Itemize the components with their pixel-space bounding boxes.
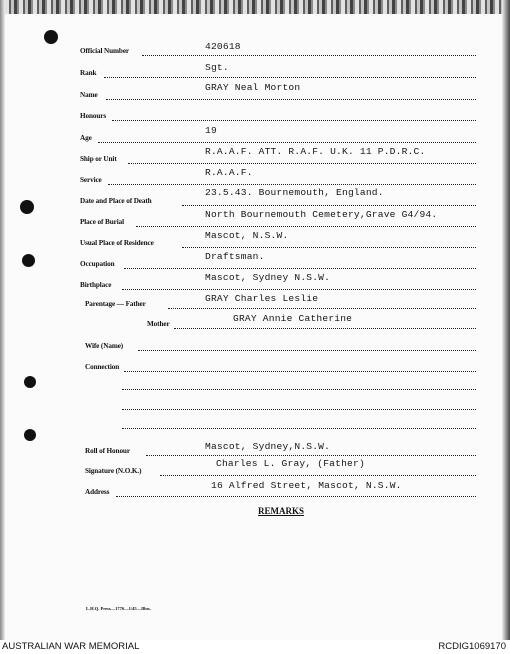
punch-hole-1 bbox=[44, 30, 58, 44]
official-number-label: Official Number bbox=[80, 47, 130, 55]
age-label: Age bbox=[80, 134, 92, 142]
source-identifier: RCDIG1069170 bbox=[438, 641, 506, 652]
signature-value: Charles L. Gray, (Father) bbox=[216, 458, 365, 469]
address-value: 16 Alfred Street, Mascot, N.S.W. bbox=[211, 480, 402, 491]
dotted-line bbox=[128, 163, 476, 164]
birthplace-label: Birthplace bbox=[80, 281, 112, 289]
residence-label: Usual Place of Residence bbox=[80, 239, 154, 247]
dotted-line bbox=[182, 205, 476, 206]
honours-label: Honours bbox=[80, 112, 107, 120]
dotted-line bbox=[122, 289, 476, 290]
punch-hole-5 bbox=[24, 429, 36, 441]
dotted-line bbox=[108, 184, 476, 185]
remarks-heading: REMARKS bbox=[258, 506, 305, 516]
dotted-line bbox=[122, 389, 476, 390]
dotted-line bbox=[136, 226, 476, 227]
dotted-line bbox=[122, 409, 476, 410]
rank-label: Rank bbox=[80, 69, 97, 77]
punch-hole-2 bbox=[20, 200, 34, 214]
dotted-line bbox=[104, 77, 476, 78]
service-value: R.A.A.F. bbox=[205, 167, 253, 178]
scan-top-edge bbox=[0, 0, 510, 14]
dotted-line bbox=[182, 247, 476, 248]
dotted-line bbox=[142, 55, 476, 56]
official-number-value: 420618 bbox=[205, 41, 241, 52]
dotted-line bbox=[138, 350, 476, 351]
dotted-line bbox=[174, 328, 476, 329]
father-label: Parentage — Father bbox=[85, 300, 146, 308]
signature-label: Signature (N.O.K.) bbox=[85, 467, 142, 475]
father-value: GRAY Charles Leslie bbox=[205, 293, 319, 304]
rank-value: Sgt. bbox=[205, 62, 229, 73]
age-value: 19 bbox=[205, 125, 217, 136]
mother-label: Mother bbox=[147, 320, 170, 328]
name-label: Name bbox=[80, 91, 98, 99]
source-institution: AUSTRALIAN WAR MEMORIAL bbox=[2, 641, 140, 652]
ship-label: Ship or Unit bbox=[80, 155, 117, 163]
dotted-line bbox=[98, 142, 476, 143]
dotted-line bbox=[122, 428, 476, 429]
occupation-label: Occupation bbox=[80, 260, 115, 268]
address-label: Address bbox=[85, 488, 110, 496]
source-caption-bar bbox=[0, 640, 510, 654]
dotted-line bbox=[168, 308, 476, 309]
dotted-line bbox=[160, 475, 476, 476]
dotted-line bbox=[124, 268, 476, 269]
death-label: Date and Place of Death bbox=[80, 197, 152, 205]
residence-value: Mascot, N.S.W. bbox=[205, 230, 289, 241]
roll-label: Roll of Honour bbox=[85, 447, 130, 455]
ship-value: R.A.A.F. ATT. R.A.F. U.K. 11 P.D.R.C. bbox=[205, 146, 426, 157]
death-value: 23.5.43. Bournemouth, England. bbox=[205, 187, 384, 198]
dotted-line bbox=[112, 120, 476, 121]
birthplace-value: Mascot, Sydney N.S.W. bbox=[205, 272, 331, 283]
dotted-line bbox=[116, 496, 476, 497]
punch-hole-3 bbox=[22, 254, 35, 267]
burial-label: Place of Burial bbox=[80, 218, 125, 226]
name-value: GRAY Neal Morton bbox=[205, 82, 301, 93]
dotted-line bbox=[124, 371, 476, 372]
scan-right-edge bbox=[502, 0, 510, 640]
dotted-line bbox=[146, 455, 476, 456]
roll-value: Mascot, Sydney,N.S.W. bbox=[205, 441, 331, 452]
connection-label: Connection bbox=[85, 363, 120, 371]
dotted-line bbox=[106, 99, 476, 100]
printer-imprint: L.H.Q. Press—1776—1/45—Illus. bbox=[86, 606, 151, 611]
burial-value: North Bournemouth Cemetery,Grave G4/94. bbox=[205, 209, 438, 220]
occupation-value: Draftsman. bbox=[205, 251, 265, 262]
punch-hole-4 bbox=[24, 376, 36, 388]
service-label: Service bbox=[80, 176, 102, 184]
wife-label: Wife (Name) bbox=[85, 342, 124, 350]
mother-value: GRAY Annie Catherine bbox=[233, 313, 353, 324]
scan-left-edge bbox=[0, 0, 5, 640]
